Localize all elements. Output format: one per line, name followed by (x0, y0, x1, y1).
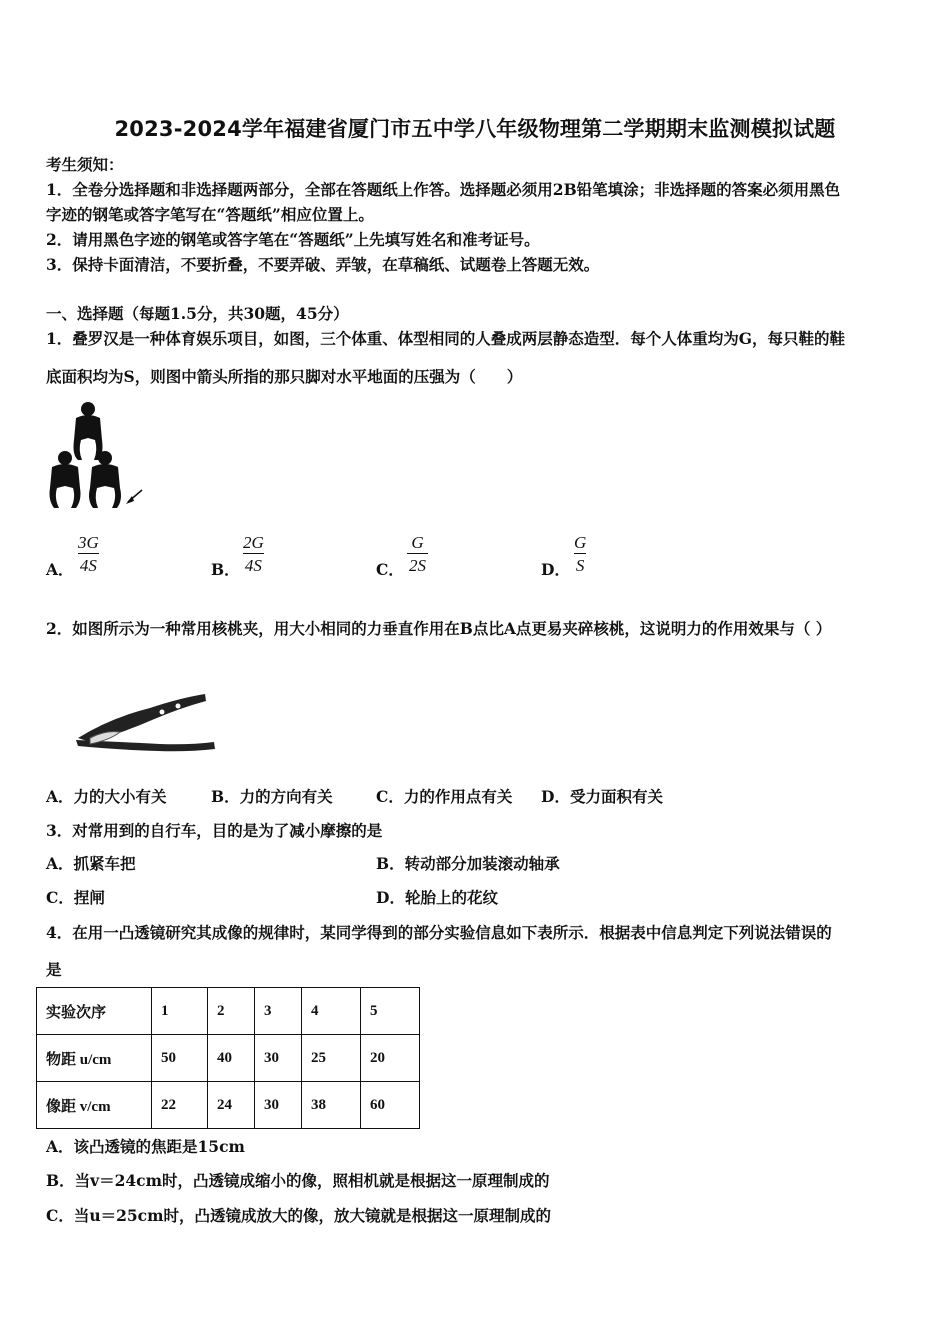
acrobat-figure (40, 400, 150, 515)
q4-text-line2: 是 (46, 960, 62, 979)
table-cell: 30 (255, 1082, 302, 1129)
table-row (37, 988, 420, 1035)
q1-option-b-num: 2G (243, 533, 264, 552)
q1-option-a-num: 3G (78, 533, 99, 552)
page-title: 2023-2024学年福建省厦门市五中学八年级物理第二学期期末监测模拟试题 (114, 117, 836, 141)
q3-option-a: A．抓紧车把 (46, 854, 136, 873)
q1-option-b-label: B． (211, 560, 240, 579)
table-cell: 5 (361, 988, 420, 1035)
table-cell: 2 (208, 988, 255, 1035)
table-cell: 50 (152, 1035, 208, 1082)
q1-option-d-den: S (574, 553, 587, 576)
table-cell: 实验次序 (37, 988, 152, 1035)
table-cell: 22 (152, 1082, 208, 1129)
q3-text-line1: 3．对常用到的自行车，目的是为了减小摩擦的是 (46, 821, 383, 840)
q1-option-d-fraction (572, 533, 588, 576)
table-cell: 像距 v/cm (37, 1082, 152, 1129)
table-cell: 1 (152, 988, 208, 1035)
notice-line-1a: 1．全卷分选择题和非选择题两部分，全部在答题纸上作答。选择题必须用2B铅笔填涂；非选择题的答案必须用黑色 (46, 180, 841, 199)
q4-option-b: B．当v＝24cm时，凸透镜成缩小的像，照相机就是根据这一原理制成的 (46, 1171, 550, 1190)
q1-text-line2: 底面积均为S，则图中箭头所指的那只脚对水平地面的压强为（ ） (46, 367, 523, 386)
q1-text-line1: 1．叠罗汉是一种体育娱乐项目，如图，三个体重、体型相同的人叠成两层静态造型．每个人体重均为G，每只鞋的鞋 (46, 329, 846, 348)
q2-text-line1: 2．如图所示为一种常用核桃夹，用大小相同的力垂直作用在B点比A点更易夹碎核桃，这说明力的作用效果与（ ） (46, 619, 832, 638)
q1-option-b-fraction (241, 533, 266, 576)
table-cell: 40 (208, 1035, 255, 1082)
notice-line-3: 3．保持卡面清洁，不要折叠，不要弄破、弄皱，在草稿纸、试题卷上答题无效。 (46, 255, 600, 274)
table-cell: 30 (255, 1035, 302, 1082)
table-row (37, 1035, 420, 1082)
q1-option-c-den: 2S (407, 553, 428, 576)
q1-option-a-fraction (76, 533, 101, 576)
table-row (37, 1082, 420, 1129)
table-cell: 24 (208, 1082, 255, 1129)
table-cell: 4 (302, 988, 361, 1035)
table-cell: 20 (361, 1035, 420, 1082)
q1-option-c-num: G (411, 533, 424, 552)
q1-option-d-label: D． (541, 560, 570, 579)
q2-option-a: A．力的大小有关 (46, 787, 167, 806)
notice-line-1b: 字迹的钢笔或答字笔写在“答题纸”相应位置上。 (46, 205, 374, 224)
table-cell: 38 (302, 1082, 361, 1129)
q4-option-c: C．当u＝25cm时，凸透镜成放大的像，放大镜就是根据这一原理制成的 (46, 1206, 552, 1225)
q1-option-a-label: A． (46, 560, 74, 579)
q3-option-b: B．转动部分加装滚动轴承 (376, 854, 560, 873)
q2-option-b: B．力的方向有关 (211, 787, 333, 806)
table-cell: 25 (302, 1035, 361, 1082)
q4-option-a: A．该凸透镜的焦距是15cm (46, 1137, 245, 1156)
q1-option-d-num: G (574, 533, 587, 552)
notice-heading: 考生须知： (46, 155, 124, 174)
notice-line-2: 2．请用黑色字迹的钢笔或答字笔在“答题纸”上先填写姓名和准考证号。 (46, 230, 540, 249)
q1-option-c-label: C． (376, 560, 404, 579)
table-cell: 物距 u/cm (37, 1035, 152, 1082)
table-cell: 60 (361, 1082, 420, 1129)
q2-option-d: D．受力面积有关 (541, 787, 663, 806)
q3-option-c: C．捏闸 (46, 888, 105, 907)
q3-option-d: D．轮胎上的花纹 (376, 888, 498, 907)
q4-text-line1: 4．在用一凸透镜研究其成像的规律时，某同学得到的部分实验信息如下表所示．根据表中信息判定下列说法错误的 (46, 923, 832, 942)
q1-option-b-den: 4S (243, 553, 264, 576)
table-cell: 3 (255, 988, 302, 1035)
q2-option-c: C．力的作用点有关 (376, 787, 513, 806)
lens-data-table (36, 987, 420, 1129)
q1-option-a-den: 4S (78, 553, 99, 576)
section-heading: 一、选择题（每题1.5分，共30题，45分） (46, 304, 349, 323)
q1-option-c-fraction (407, 533, 428, 576)
nutcracker-figure (70, 688, 220, 758)
